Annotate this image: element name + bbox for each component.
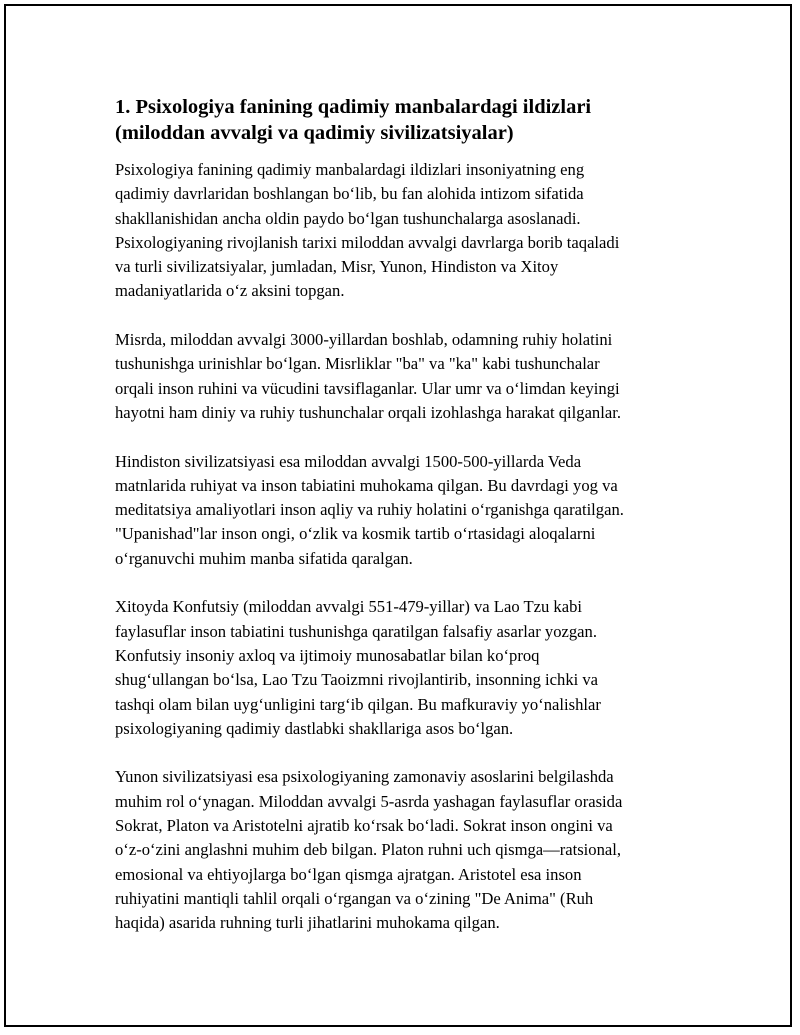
text-line: muhim rol o‘ynagan. Miloddan avvalgi 5-asrda yashagan faylasuflar orasida [115, 791, 623, 811]
document-body [115, 94, 695, 960]
text-line: tushunishga urinishlar bo‘lgan. Misrliklar "ba" va "ka" kabi tushunchalar [115, 354, 600, 374]
text-line: tashqi olam bilan uyg‘unligini targ‘ib qilgan. Bu mafkuraviy yo‘nalishlar [115, 694, 601, 714]
text-line: matnlarida ruhiyat va inson tabiatini muhokama qilgan. Bu davrdagi yog va [115, 475, 618, 495]
text-line: o‘rganuvchi muhim manba sifatida qaralgan. [115, 548, 413, 568]
text-line: Yunon sivilizatsiyasi esa psixologiyaning zamonaviy asoslarini belgilashda [115, 767, 614, 787]
paragraph-origins [115, 158, 695, 304]
text-line: Misrda, miloddan avvalgi 3000-yillardan boshlab, odamning ruhiy holatini [115, 330, 613, 350]
text-line: orqali inson ruhini va vücudini tavsiflaganlar. Ular umr va o‘limdan keyingi [115, 378, 620, 398]
text-line: Xitoyda Konfutsiy (miloddan avvalgi 551-479-yillar) va Lao Tzu kabi [115, 597, 582, 617]
text-line: ruhiyatini mantiqli tahlil orqali o‘rgangan va o‘zining "De Anima" (Ruh [115, 888, 594, 908]
text-line: haqida) asarida ruhning turli jihatlarini muhokama qilgan. [115, 913, 500, 933]
text-line: shug‘ullangan bo‘lsa, Lao Tzu Taoizmni rivojlantirib, insonning ichki va [115, 670, 599, 690]
section-heading [115, 94, 695, 146]
heading-line: 1. Psixologiya fanining qadimiy manbalardagi ildizlari [115, 96, 592, 118]
text-line: Sokrat, Platon va Aristotelni ajratib ko‘rsak bo‘ladi. Sokrat inson ongini va [115, 816, 613, 836]
text-line: qadimiy davrlaridan boshlangan bo‘lib, bu fan alohida intizom sifatida [115, 184, 584, 204]
text-line: madaniyatlarida o‘z aksini topgan. [115, 281, 345, 301]
paragraph-india [115, 450, 695, 571]
text-line: Psixologiya fanining qadimiy manbalardagi ildizlari insoniyatning eng [115, 160, 585, 179]
text-line: "Upanishad"lar inson ongi, o‘zlik va kosmik tartib o‘rtasidagi aloqalarni [115, 524, 596, 544]
text-line: o‘z-o‘zini anglashni muhim deb bilgan. Platon ruhni uch qismga—ratsional, [115, 840, 622, 860]
text-line: Konfutsiy insoniy axloq va ijtimoiy munosabatlar bilan ko‘proq [115, 645, 540, 665]
paragraph-egypt [115, 328, 695, 425]
paragraph-greece [115, 765, 695, 935]
text-line: psixologiyaning qadimiy dastlabki shakllariga asos bo‘lgan. [115, 718, 514, 738]
heading-line: (miloddan avvalgi va qadimiy sivilizatsiyalar) [115, 122, 514, 144]
paragraph-china [115, 595, 695, 741]
text-line: Psixologiyaning rivojlanish tarixi miloddan avvalgi davrlarga borib taqaladi [115, 232, 620, 252]
text-line: va turli sivilizatsiyalar, jumladan, Misr, Yunon, Hindiston va Xitoy [115, 257, 559, 277]
text-line: meditatsiya amaliyotlari inson aqliy va ruhiy holatini o‘rganishga qaratilgan. [115, 500, 624, 520]
text-line: shakllanishidan ancha oldin paydo bo‘lgan tushunchalarga asoslanadi. [115, 208, 581, 228]
text-line: hayotni ham diniy va ruhiy tushunchalar orqali izohlashga harakat qilganlar. [115, 402, 621, 422]
text-line: Hindiston sivilizatsiyasi esa miloddan avvalgi 1500-500-yillarda Veda [115, 451, 582, 471]
text-line: faylasuflar inson tabiatini tushunishga qaratilgan falsafiy asarlar yozgan. [115, 621, 597, 641]
text-line: emosional va ehtiyojlarga bo‘lgan qismga ajratgan. Aristotel esa inson [115, 864, 582, 884]
